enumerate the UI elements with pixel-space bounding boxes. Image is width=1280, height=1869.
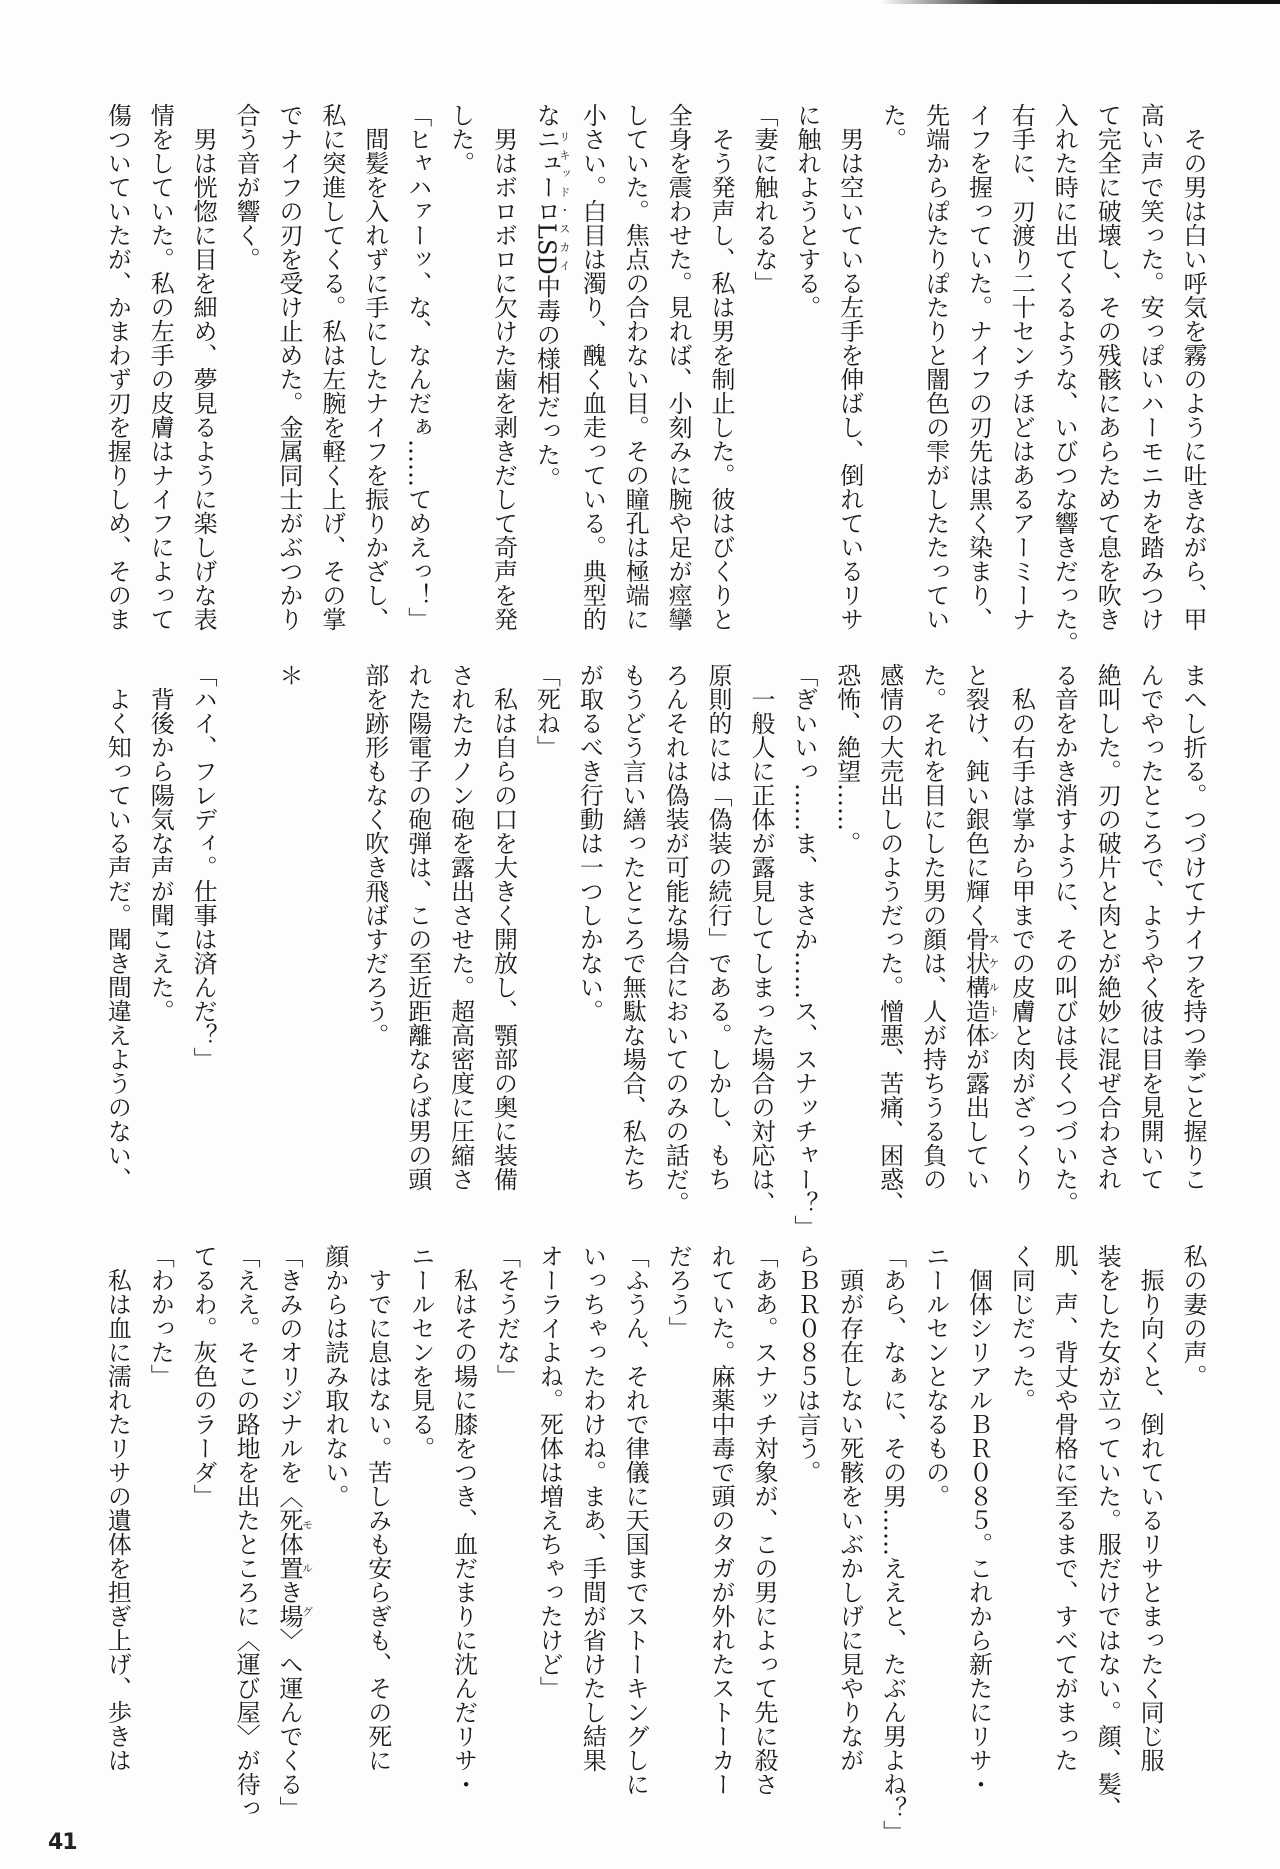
text-column: [267, 1244, 314, 1820]
text-column: 部を跡形もなく吹き飛ばすだろう。: [360, 663, 389, 1047]
text-column: 高い声で笑った。安っぽいハーモニカを踏みつけ: [1136, 103, 1165, 631]
text-column: 右手に、刃渡り二十センチほどはあるアーミーナ: [1007, 103, 1036, 631]
text-segment: な: [532, 103, 561, 127]
text-column: した。: [446, 103, 475, 175]
text-column: オーライよね。死体は増えちゃったけど」: [535, 1244, 564, 1700]
text-column: 「ぎいいっ……ま、まさか……ス、スナッチャー？」: [789, 663, 818, 1239]
text-column: していた。焦点の合わない目。その瞳孔は極端に: [621, 103, 650, 631]
text-column: 「妻に触れるな」: [749, 103, 778, 295]
text-column: ニールセンを見る。: [406, 1244, 435, 1460]
ruby-text: モルグ: [300, 1508, 314, 1628]
text-column: 傷ついていたが、かまわず刃を握りしめ、そのま: [103, 103, 132, 631]
text-column: 合う音が響く。: [232, 103, 261, 271]
text-column: れた陽電子の砲弾は、この至近距離ならば男の頭: [403, 663, 432, 1191]
text-column: ニールセンとなるもの。: [921, 1244, 950, 1508]
text-column: た。それを目にした男の顔は、人が持ちうる負の: [918, 663, 947, 1191]
ruby-base: 骨状構造体: [961, 927, 990, 1047]
text-column: 小さい。白目は濁り、醜く血走っている。典型的: [578, 103, 607, 631]
text-tier-top: [98, 103, 1214, 663]
text-column: 全身を震わせた。見れば、小刻みに腕や足が痙攣: [664, 103, 693, 631]
text-column: すでに息はない。苦しみも安らぎも、その死に: [363, 1244, 392, 1772]
text-segment: と裂け、鈍い銀色に輝く: [961, 663, 990, 927]
text-column: 肌、声、背丈や骨格に至るまで、すべてがまった: [1050, 1244, 1079, 1772]
text-column: [954, 663, 1000, 1223]
text-column: でナイフの刃を受け止めた。金属同士がぶつかり: [274, 103, 303, 631]
text-column: た。: [878, 103, 907, 151]
text-column: [224, 663, 267, 1223]
ruby-text: スケルトン: [986, 927, 1000, 1047]
text-column: てるわ。灰色のラーダ」: [189, 1244, 218, 1508]
text-column: んでやったところで、ようやく彼は目を見開いて: [1136, 663, 1165, 1191]
text-segment: が露出してい: [961, 1047, 990, 1191]
text-column: 入れた時に出てくるような、いびつな響きだった。: [1050, 103, 1079, 655]
text-column: 「あら、なぁに、その男……ええと、たぶん男よね？」: [878, 1244, 907, 1844]
text-column: 私の右手は掌から甲までの皮膚と肉がざっくり: [1007, 663, 1036, 1191]
ruby-text: リキッド・スカイ: [557, 127, 571, 275]
text-column: 個体シリアルＢＲ０８５。これから新たにリサ・: [964, 1244, 993, 1796]
text-column: に触れようとする。: [792, 103, 821, 319]
scan-edge: [880, 0, 1280, 4]
text-column: ＊: [274, 663, 303, 687]
text-column: ろんそれは偽装が可能な場合においてのみの話だ。: [661, 663, 690, 1215]
text-column: 男は恍惚に目を細め、夢見るように楽しげな表: [189, 103, 218, 631]
text-column: まへし折る。つづけてナイフを持つ拳ごと握りこ: [1179, 663, 1207, 1191]
text-column: 「ええ。そこの路地を出たところに〈運び屋〉が待っ: [232, 1244, 261, 1820]
text-segment: 「きみのオリジナルを〈: [274, 1244, 303, 1508]
text-column: が取るべき行動は一つしかない。: [575, 663, 604, 1023]
text-column: だろう」: [664, 1244, 693, 1340]
text-column: [525, 103, 571, 663]
text-column: 一般人に正体が露見してしまった場合の対応は、: [746, 663, 775, 1215]
text-column: れていた。麻薬中毒で頭のタガが外れたストーカー: [707, 1244, 736, 1796]
text-column: もうどう言い繕ったところで無駄な場合、私たち: [618, 663, 647, 1191]
text-column: 装をした女が立っていた。服だけではない。顔、髪、: [1093, 1244, 1122, 1820]
text-column: 恐怖、絶望……。: [832, 663, 861, 855]
text-column: 先端からぽたりぽたりと闇色の雫がしたたってい: [921, 103, 950, 631]
text-column: 私に突進してくる。私は左腕を軽く上げ、その掌: [317, 103, 346, 631]
text-tier-bottom: [98, 1244, 1214, 1844]
text-column: そう発声し、私は男を制止した。彼はびくりと: [707, 103, 736, 631]
text-column: 「死ね」: [532, 663, 561, 759]
ruby-annotation: [961, 927, 1000, 1047]
text-tier-middle: [98, 663, 1214, 1239]
text-column: よく知っている声だ。聞き間違えようのない、: [103, 663, 132, 1191]
text-column: [310, 663, 353, 1223]
text-column: 振り向くと、倒れているリサとまったく同じ服: [1136, 1244, 1165, 1772]
text-segment: 〉へ運んでくる」: [274, 1628, 303, 1820]
text-column: 「ああ。スナッチ対象が、この男によって先に殺さ: [749, 1244, 778, 1796]
text-column: 私の妻の声。: [1179, 1244, 1207, 1388]
text-column: る音をかき消すように、その叫びは長くつづいた。: [1050, 663, 1079, 1215]
text-column: 「ヒャハァーッ、な、なんだぁ……てめえっ！」: [403, 103, 432, 631]
text-column: 男は空いている左手を伸ばし、倒れているリサ: [835, 103, 864, 631]
text-column: らＢＲ０８５は言う。: [792, 1244, 821, 1484]
ruby-base: 死体置き場: [274, 1508, 303, 1628]
text-column: 顔からは読み取れない。: [320, 1244, 349, 1508]
text-column: イフを握っていた。ナイフの刃先は黒く染まり、: [964, 103, 993, 631]
text-column: その男は白い呼気を霧のように吐きながら、甲: [1179, 103, 1207, 631]
text-column: 頭が存在しない死骸をいぶかしげに見やりなが: [835, 1244, 864, 1772]
text-column: 私はその場に膝をつき、血だまりに沈んだリサ・: [449, 1244, 478, 1796]
text-column: 「ハイ、フレディ。仕事は済んだ？」: [189, 663, 218, 1071]
page-number: 41: [48, 1830, 77, 1855]
text-column: 私は自らの口を大きく開放し、顎部の奥に装備: [489, 663, 518, 1191]
ruby-annotation: [532, 127, 571, 275]
text-column: 「ふうん、それで律儀に天国までストーキングしに: [621, 1244, 650, 1796]
text-column: 絶叫した。刃の破片と肉とが絶妙に混ぜ合わされ: [1093, 663, 1122, 1191]
text-column: 情をしていた。私の左手の皮膚はナイフによって: [146, 103, 175, 631]
text-column: いっちゃったわけね。まあ、手間が省けたし結果: [578, 1244, 607, 1772]
text-column: 間髪を入れずに手にしたナイフを振りかざし、: [360, 103, 389, 631]
text-column: く同じだった。: [1007, 1244, 1036, 1412]
ruby-annotation: [274, 1508, 314, 1628]
text-column: 男はボロボロに欠けた歯を剥きだして奇声を発: [489, 103, 518, 631]
ruby-base: ニューロLSD: [532, 127, 561, 275]
text-column: 「わかった」: [146, 1244, 175, 1388]
text-column: 原則的には「偽装の続行」である。しかし、もち: [704, 663, 733, 1191]
text-column: て完全に破壊し、その残骸にあらためて息を吹き: [1093, 103, 1122, 631]
text-column: 背後から陽気な声が聞こえた。: [146, 663, 175, 1023]
text-column: されたカノン砲を露出させた。超高密度に圧縮さ: [446, 663, 475, 1191]
text-column: 感情の大売出しのようだった。憎悪、苦痛、困惑、: [875, 663, 904, 1215]
text-column: 私は血に濡れたリサの遺体を担ぎ上げ、歩きは: [103, 1244, 132, 1772]
text-segment: 中毒の様相だった。: [532, 274, 561, 491]
text-column: 「そうだな」: [492, 1244, 521, 1388]
